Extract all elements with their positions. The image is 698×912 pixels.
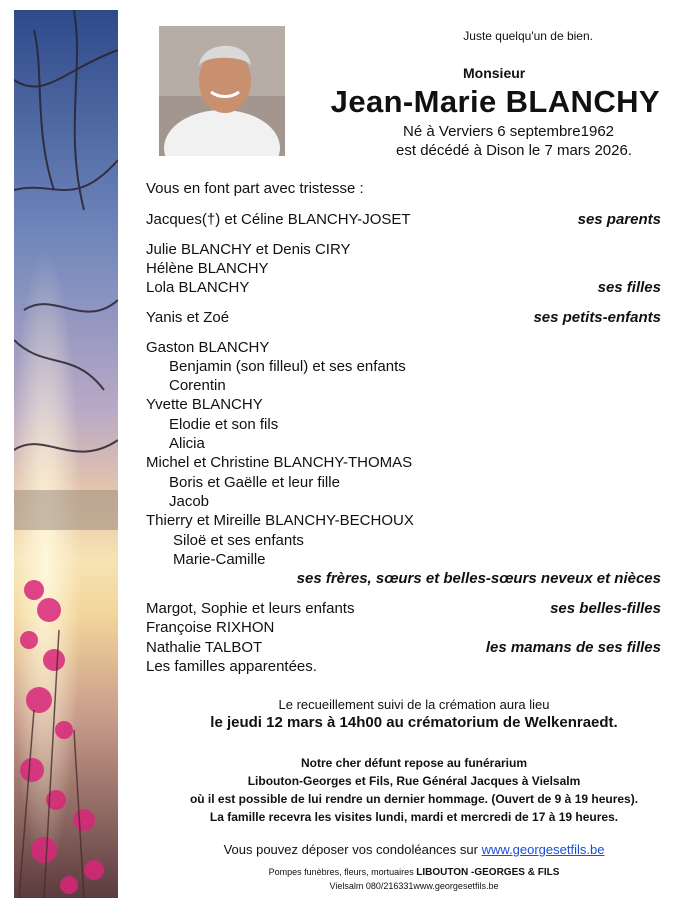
family-line: Benjamin (son filleul) et ses enfants bbox=[169, 358, 406, 375]
footer-company: LIBOUTON -GEORGES & FILS bbox=[416, 867, 560, 878]
family-line: Marie-Camille bbox=[173, 551, 266, 568]
condolences-link[interactable]: www.georgesetfils.be bbox=[481, 842, 605, 857]
family-line: Corentin bbox=[169, 377, 226, 394]
relation-label: ses parents bbox=[577, 211, 661, 228]
condolences-text: Vous pouvez déposer vos condoléances sur bbox=[223, 842, 478, 857]
funeral-home-line: où il est possible de lui rendre un dernier hommage. (Ouvert de 9 à 19 heures). bbox=[189, 792, 639, 806]
family-line-stepdaughters bbox=[146, 599, 661, 618]
birth-info: Né à Verviers 6 septembre1962 bbox=[403, 123, 614, 140]
family-line: Boris et Gaëlle et leur fille bbox=[169, 474, 340, 491]
condolences-line bbox=[130, 842, 698, 857]
death-info: est décédé à Dison le 7 mars 2026. bbox=[396, 142, 632, 159]
family-names: Lola BLANCHY bbox=[146, 279, 250, 296]
family-names: Margot, Sophie et leurs enfants bbox=[146, 600, 355, 617]
family-names: Nathalie TALBOT bbox=[146, 639, 263, 656]
family-line: Siloë et ses enfants bbox=[173, 532, 304, 549]
family-line: Hélène BLANCHY bbox=[146, 260, 269, 277]
relation-label: ses filles bbox=[597, 279, 661, 296]
family-line: Michel et Christine BLANCHY-THOMAS bbox=[146, 454, 413, 471]
family-line: Yvette BLANCHY bbox=[146, 396, 263, 413]
deceased-name: Jean-Marie BLANCHY bbox=[330, 84, 660, 119]
family-line bbox=[146, 278, 661, 297]
family-line-grandchildren bbox=[146, 308, 661, 327]
family-line-parents bbox=[146, 210, 661, 229]
family-line: Les familles apparentées. bbox=[146, 658, 317, 675]
footer-line bbox=[130, 867, 698, 878]
intro-text: Vous en font part avec tristesse : bbox=[146, 180, 364, 197]
family-line: Alicia bbox=[169, 435, 205, 452]
footer-contact: Vielsalm 080/216331www.georgesetfils.be bbox=[329, 881, 499, 891]
relation-label: ses belles-filles bbox=[550, 600, 661, 617]
family-line: Elodie et son fils bbox=[169, 416, 279, 433]
family-names: Jacques(†) et Céline BLANCHY-JOSET bbox=[146, 211, 411, 228]
family-line: Françoise RIXHON bbox=[146, 619, 275, 636]
family-names: Yanis et Zoé bbox=[146, 309, 230, 326]
footer-services: Pompes funèbres, fleurs, mortuaires bbox=[268, 867, 414, 877]
civility: Monsieur bbox=[463, 65, 526, 81]
family-line: Thierry et Mireille BLANCHY-BECHOUX bbox=[146, 512, 414, 529]
relation-label: ses petits-enfants bbox=[533, 309, 661, 326]
relation-label-siblings: ses frères, sœurs et belles-sœurs neveux et nièces bbox=[296, 570, 661, 587]
decorative-side-image bbox=[14, 10, 118, 898]
ceremony-line: Le recueillement suivi de la crémation aura lieu bbox=[278, 697, 550, 712]
family-line: Julie BLANCHY et Denis CIRY bbox=[146, 241, 351, 258]
funeral-home-line: Libouton-Georges et Fils, Rue Général Jacques à Vielsalm bbox=[247, 774, 581, 788]
motto: Juste quelqu'un de bien. bbox=[463, 29, 593, 43]
family-line-mothers bbox=[146, 638, 661, 657]
funeral-home-line: La famille recevra les visites lundi, mardi et mercredi de 17 à 19 heures. bbox=[209, 810, 619, 824]
portrait-photo bbox=[159, 26, 285, 156]
ceremony-date: le jeudi 12 mars à 14h00 au crématorium de Welkenraedt. bbox=[210, 714, 618, 731]
family-line: Gaston BLANCHY bbox=[146, 339, 270, 356]
relation-label: les mamans de ses filles bbox=[485, 639, 661, 656]
family-line: Jacob bbox=[169, 493, 210, 510]
funeral-home-line: Notre cher défunt repose au funérarium bbox=[300, 756, 528, 770]
